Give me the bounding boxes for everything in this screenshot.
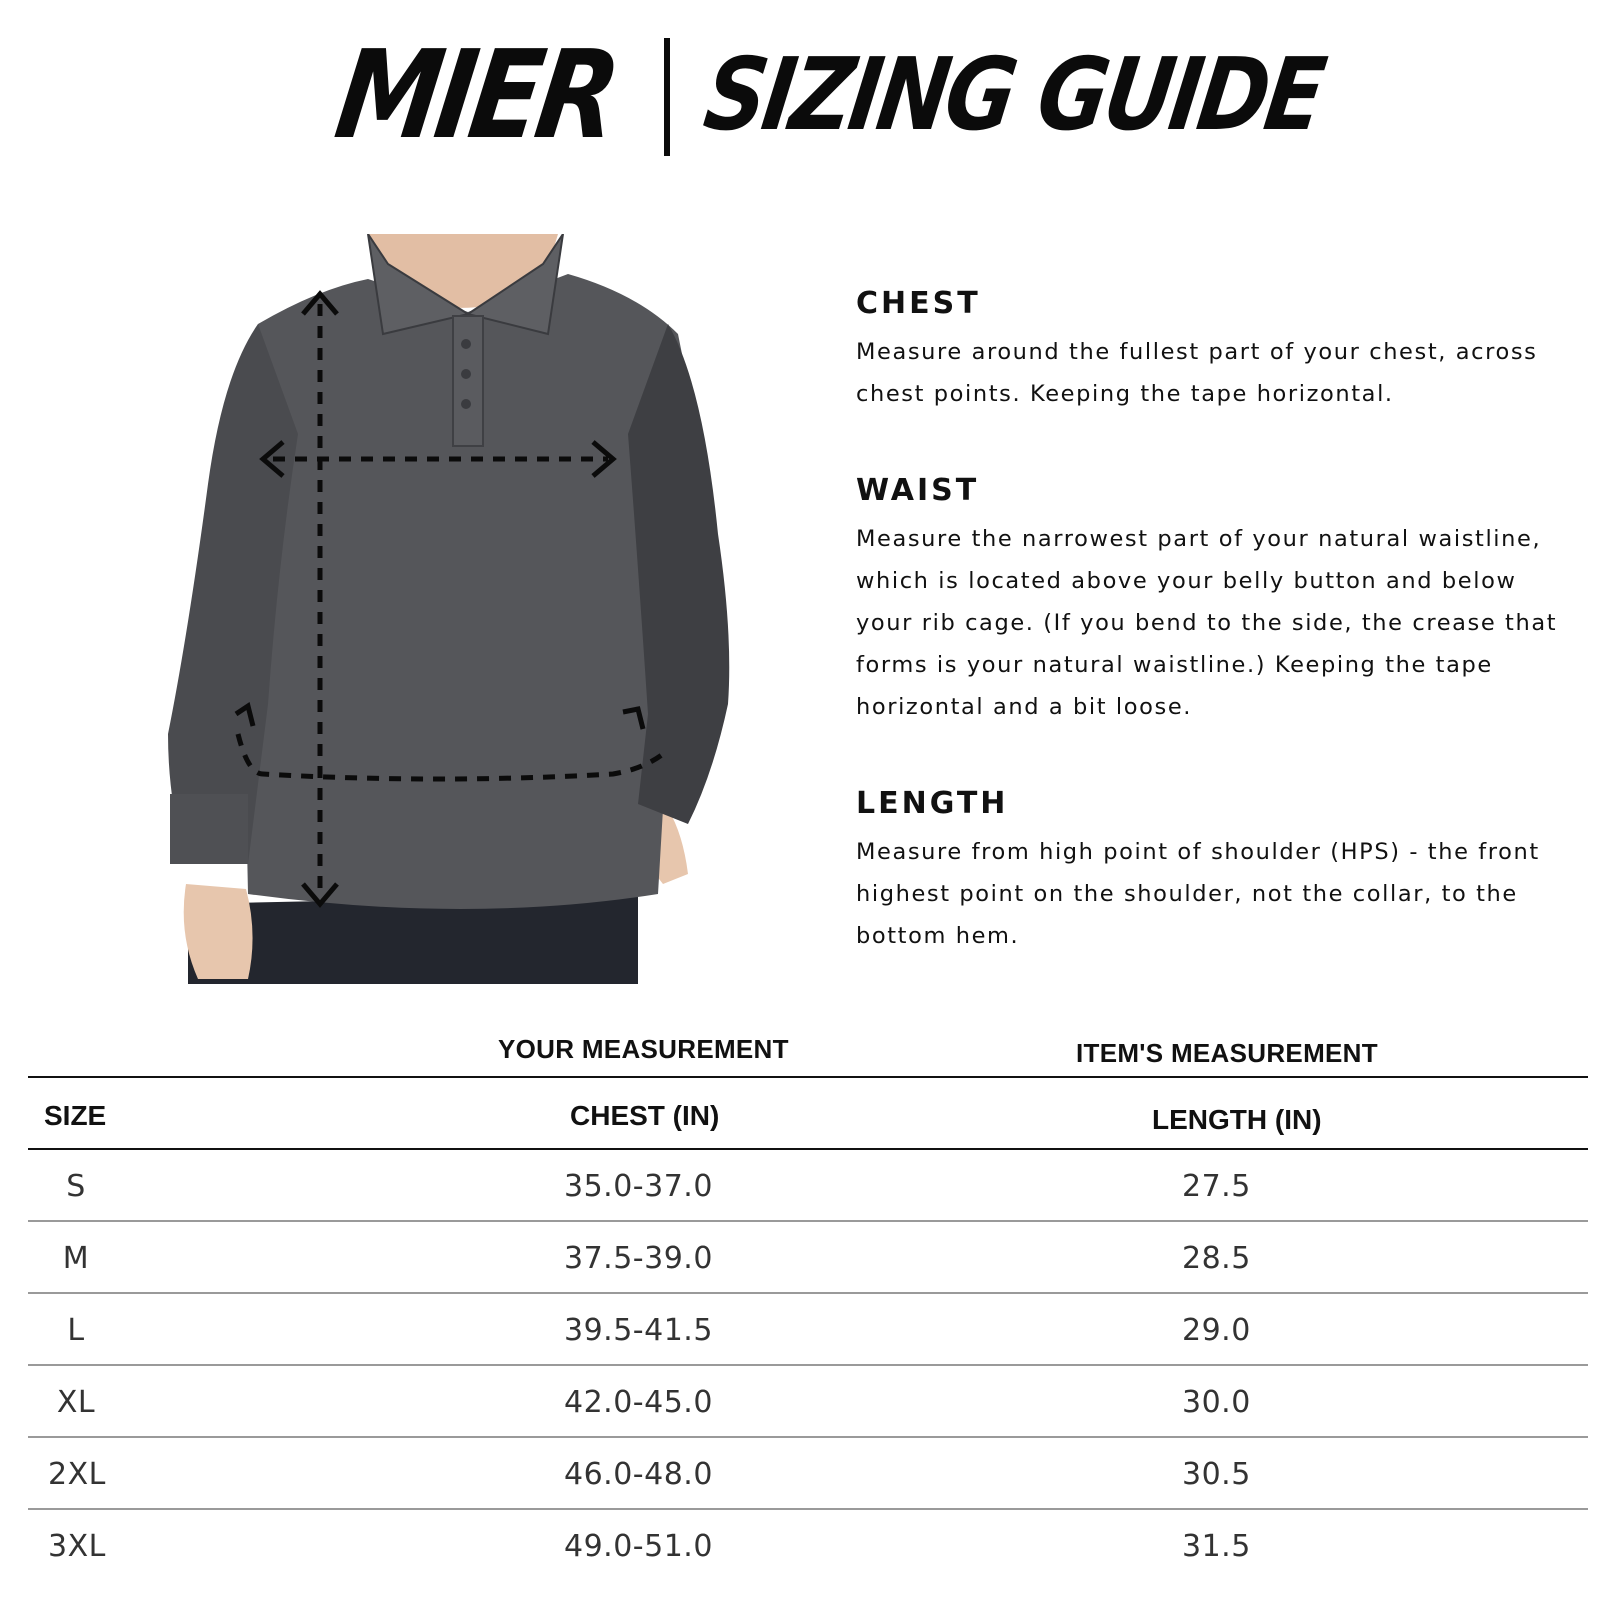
left-hand bbox=[184, 884, 253, 979]
header-divider bbox=[664, 38, 670, 156]
cell-size: M bbox=[62, 1241, 90, 1276]
definition-text: Measure from high point of shoulder (HPS) - the front highest point on the shoulder, not the collar, to the bottom hem. bbox=[856, 839, 1540, 949]
cell-size: 2XL bbox=[48, 1457, 106, 1492]
cell-size: S bbox=[66, 1169, 86, 1204]
cell-length: 31.5 bbox=[1182, 1529, 1251, 1564]
polo-shirt-icon bbox=[168, 234, 758, 984]
button-1 bbox=[461, 339, 471, 349]
brand-logo: MIER bbox=[328, 24, 624, 166]
cell-chest: 46.0-48.0 bbox=[564, 1457, 713, 1492]
cell-chest: 49.0-51.0 bbox=[564, 1529, 713, 1564]
table-group-header bbox=[28, 1020, 1588, 1076]
definition-heading: WAIST bbox=[856, 473, 980, 508]
table-row bbox=[28, 1508, 1588, 1580]
definition-heading: CHEST bbox=[856, 286, 981, 321]
table-column-header bbox=[28, 1078, 1588, 1148]
placket bbox=[453, 316, 483, 446]
cell-length: 30.0 bbox=[1182, 1385, 1251, 1420]
button-2 bbox=[461, 369, 471, 379]
cell-chest: 39.5-41.5 bbox=[564, 1313, 713, 1348]
definition-heading: LENGTH bbox=[856, 786, 1009, 821]
cell-size: 3XL bbox=[48, 1529, 106, 1564]
cell-chest: 35.0-37.0 bbox=[564, 1169, 713, 1204]
table-row bbox=[28, 1436, 1588, 1508]
cell-length: 29.0 bbox=[1182, 1313, 1251, 1348]
size-chart-table bbox=[28, 1020, 1588, 1580]
group-your-measurement: YOUR MEASUREMENT bbox=[498, 1034, 789, 1064]
definition-chest bbox=[856, 286, 1576, 415]
definition-text: Measure the narrowest part of your natural waistline, which is located above your belly button and below your rib cage. (If you bend to the side, the crease that forms is your natural waistline.) Keeping the tape horizontal and a bit loose. bbox=[856, 526, 1558, 720]
definition-text: Measure around the fullest part of your chest, across chest points. Keeping the tape horizontal. bbox=[856, 339, 1538, 407]
column-size: SIZE bbox=[44, 1100, 107, 1131]
measurement-definitions bbox=[856, 286, 1576, 1015]
column-length: LENGTH (IN) bbox=[1152, 1104, 1322, 1135]
cell-length: 27.5 bbox=[1182, 1169, 1251, 1204]
table-row bbox=[28, 1220, 1588, 1292]
polo-shirt-measurement-illustration bbox=[168, 234, 758, 984]
header bbox=[0, 24, 1600, 166]
column-chest: CHEST (IN) bbox=[570, 1100, 720, 1131]
table-row bbox=[28, 1364, 1588, 1436]
button-3 bbox=[461, 399, 471, 409]
cell-length: 28.5 bbox=[1182, 1241, 1251, 1276]
cell-size: XL bbox=[56, 1385, 96, 1420]
cell-chest: 37.5-39.0 bbox=[564, 1241, 713, 1276]
cell-chest: 42.0-45.0 bbox=[564, 1385, 713, 1420]
table-row bbox=[28, 1292, 1588, 1364]
table-row bbox=[28, 1148, 1588, 1220]
definition-waist bbox=[856, 473, 1576, 728]
definition-length bbox=[856, 786, 1576, 957]
page-title: SIZING GUIDE bbox=[697, 36, 1330, 153]
cell-length: 30.5 bbox=[1182, 1457, 1251, 1492]
group-item-measurement: ITEM'S MEASUREMENT bbox=[1076, 1038, 1378, 1068]
cell-size: L bbox=[67, 1313, 85, 1348]
left-cuff bbox=[170, 794, 248, 864]
